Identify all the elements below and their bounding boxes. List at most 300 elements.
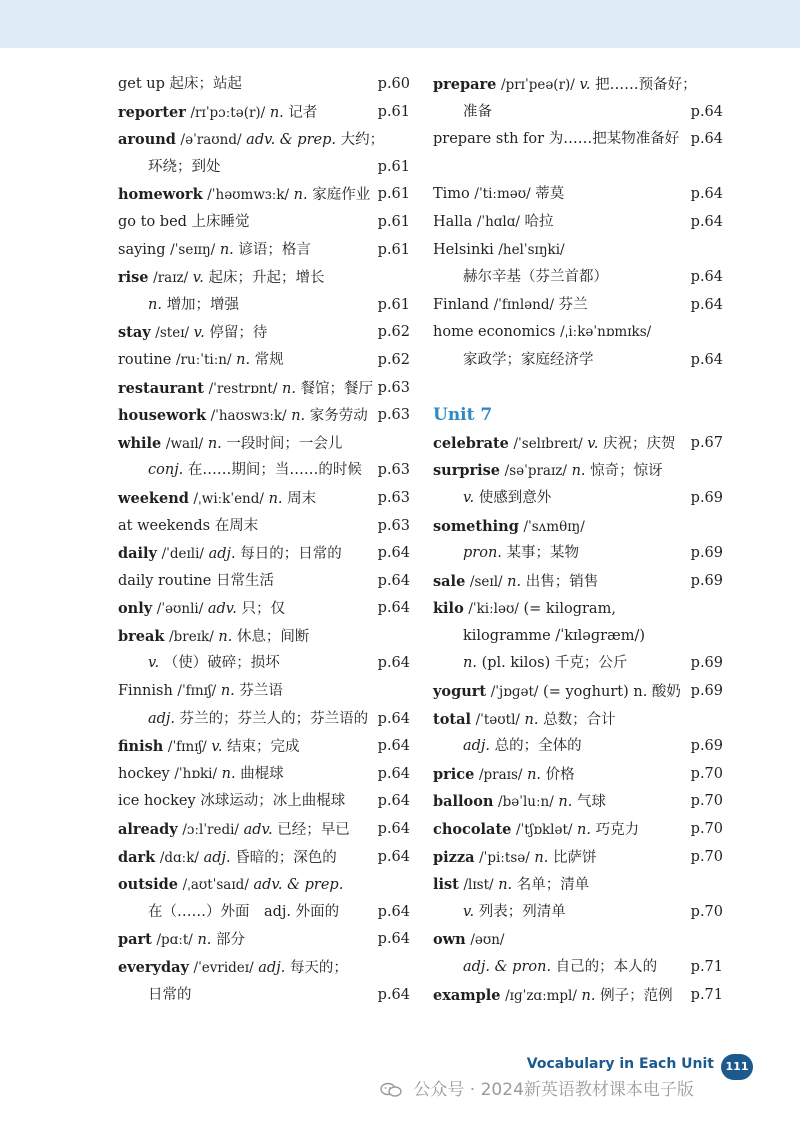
- phonetic: /ˈselɪbreɪt/: [513, 435, 583, 452]
- definition: 常规: [254, 351, 284, 368]
- headword: dark: [118, 848, 156, 866]
- phonetic: /ˈpiːtsə/: [479, 849, 530, 866]
- top-color-band: [0, 0, 800, 48]
- vocab-entry: [118, 347, 410, 375]
- page-reference: p.69: [690, 655, 723, 672]
- part-of-speech: adj.: [148, 710, 176, 727]
- definition: 增加；增强: [166, 296, 240, 313]
- part-of-speech: n.: [293, 187, 308, 204]
- part-of-speech: n.: [498, 877, 513, 894]
- phonetic: /seɪl/: [469, 573, 503, 590]
- phonetic: /ˈfɪnlənd/: [493, 296, 555, 313]
- vocab-entry: [118, 595, 410, 623]
- phonetic: /ɔːlˈredi/: [182, 822, 239, 839]
- headword: at weekends: [118, 517, 211, 534]
- part-of-speech: n.: [282, 380, 296, 397]
- vocab-entry: [118, 209, 410, 237]
- part-of-speech: adj.: [463, 738, 491, 755]
- definition: 停留；待: [209, 325, 268, 342]
- definition: 大约；: [340, 132, 385, 149]
- phonetic: /ˈəʊnli/: [156, 601, 204, 618]
- vocab-entry: [118, 678, 410, 706]
- headword: daily routine: [118, 572, 212, 589]
- entry-continuation: [433, 540, 723, 568]
- definition: 已经；早已: [277, 822, 350, 839]
- part-of-speech: v.: [193, 325, 205, 342]
- definition: (= yoghurt) n. 酸奶: [543, 684, 681, 701]
- part-of-speech: v.: [211, 739, 223, 756]
- wechat-icon: [380, 1082, 402, 1098]
- vocab-entry: [118, 430, 410, 458]
- headword: price: [433, 765, 475, 783]
- entry-continuation: [118, 706, 410, 734]
- entry-continuation: [433, 954, 723, 982]
- page-reference: p.64: [690, 269, 723, 286]
- part-of-speech: n.: [558, 794, 573, 811]
- part-of-speech: v.: [579, 77, 591, 93]
- page-reference: p.64: [377, 793, 410, 810]
- vocab-entry: [118, 816, 410, 844]
- part-of-speech: adv. & prep.: [253, 877, 344, 894]
- definition: 谚语；格言: [238, 241, 311, 258]
- page-reference: p.70: [690, 848, 723, 865]
- phonetic: /ˌiːkəˈnɒmɪks/: [560, 324, 652, 341]
- page-reference: p.71: [690, 959, 723, 975]
- part-of-speech: n.: [269, 104, 284, 121]
- unit-heading: Unit 7: [433, 405, 493, 426]
- page-reference: p.63: [377, 407, 410, 424]
- headword: break: [118, 627, 165, 645]
- phonetic: /ɪɡˈzɑːmpl/: [505, 987, 577, 1004]
- page-reference: p.64: [377, 931, 410, 948]
- page-reference: p.63: [377, 462, 410, 479]
- phonetic: /ˈevrideɪ/: [193, 960, 254, 976]
- entry-continuation: [118, 650, 410, 678]
- headword: celebrate: [433, 434, 509, 452]
- definition: 价格: [545, 766, 575, 783]
- part-of-speech: n.: [527, 766, 542, 783]
- headword: around: [118, 131, 176, 149]
- vocab-entry: [118, 540, 410, 568]
- vocab-entry: [118, 926, 410, 954]
- vocab-column-left: [118, 71, 410, 1009]
- headword: yogurt: [433, 683, 487, 701]
- definition: 总的；全体的: [494, 738, 582, 755]
- definition: 把……预备好；: [595, 77, 697, 93]
- entry-continuation: [433, 623, 723, 651]
- page-reference: p.70: [690, 903, 723, 920]
- headword: something: [433, 517, 519, 535]
- headword: Halla: [433, 213, 473, 230]
- phonetic: /steɪ/: [155, 325, 190, 342]
- definition: 芬兰: [558, 296, 588, 313]
- definition: 总数；合计: [543, 711, 616, 728]
- headword: hockey: [118, 765, 170, 782]
- page-reference: p.69: [690, 489, 723, 506]
- definition: 在（……）外面 adj. 外面的: [148, 903, 340, 920]
- phonetic: /waɪl/: [165, 435, 204, 452]
- page-reference: p.62: [377, 351, 410, 368]
- definition: 上床睡觉: [191, 213, 250, 230]
- page-reference: p.64: [377, 903, 410, 920]
- definition: 蒂莫: [535, 186, 565, 203]
- definition: 哈拉: [524, 213, 554, 230]
- vocab-entry: [433, 181, 723, 209]
- vocab-entry: [118, 623, 410, 651]
- vocab-entry: [118, 788, 410, 816]
- part-of-speech: n.: [507, 573, 522, 590]
- vocab-entry: [433, 788, 723, 816]
- page-reference: p.69: [690, 738, 723, 755]
- definition: 日常生活: [216, 572, 274, 589]
- phonetic: /ˈrestrɒnt/: [208, 380, 278, 397]
- headword: total: [433, 710, 471, 728]
- phonetic: /ˈsʌmθɪŋ/: [523, 518, 585, 535]
- blank-line: [433, 154, 723, 182]
- phonetic: /ˈdeɪli/: [161, 546, 204, 563]
- part-of-speech: n.: [219, 241, 234, 258]
- vocab-entry: [118, 733, 410, 761]
- part-of-speech: v.: [192, 270, 204, 287]
- vocab-entry: [118, 71, 410, 99]
- entry-continuation: [433, 650, 723, 678]
- page-reference: p.64: [690, 351, 723, 368]
- phonetic: /ˈfɪnɪʃ/: [177, 683, 217, 700]
- vocab-entry: [118, 181, 410, 209]
- phonetic: /raɪz/: [153, 270, 189, 287]
- page-reference: p.64: [690, 131, 723, 148]
- definition: 芬兰的；芬兰人的；芬兰语的: [179, 710, 369, 727]
- page-reference: p.71: [690, 986, 723, 1003]
- page-reference: p.64: [377, 710, 410, 727]
- vocab-entry: [118, 513, 410, 541]
- page-number-badge: 111: [721, 1054, 753, 1080]
- entry-continuation: [118, 457, 410, 485]
- part-of-speech: n.: [218, 628, 233, 645]
- definition: 每日的；日常的: [240, 546, 342, 563]
- definition: 芬兰语: [239, 683, 283, 700]
- entry-continuation: [118, 899, 410, 927]
- phonetic: /ˌaʊtˈsaɪd/: [182, 877, 249, 894]
- page-reference: p.70: [690, 793, 723, 810]
- headword: weekend: [118, 489, 189, 507]
- entry-continuation: [433, 899, 723, 927]
- headword: prepare sth for: [433, 131, 545, 148]
- headword: pizza: [433, 848, 475, 866]
- entry-continuation: [433, 485, 723, 513]
- definition: 曲棍球: [240, 765, 284, 782]
- vocab-entry: [433, 319, 723, 347]
- vocab-entry: [433, 430, 723, 458]
- headword: stay: [118, 324, 151, 342]
- page-reference: p.64: [377, 765, 410, 782]
- phonetic: /ˈtəʊtl/: [475, 711, 520, 728]
- definition: 在周末: [214, 517, 259, 534]
- vocab-entry: [118, 126, 410, 154]
- vocab-entry: [433, 844, 723, 872]
- vocab-entry: [433, 126, 723, 154]
- headword: finish: [118, 738, 164, 756]
- vocab-entry: [118, 237, 410, 265]
- vocab-entry: [433, 595, 723, 623]
- headword: routine: [118, 351, 172, 368]
- vocab-column-right: [433, 71, 723, 1009]
- phonetic: /ˈkiːləʊ/: [468, 601, 519, 618]
- definition: 巧克力: [595, 822, 640, 839]
- definition: 部分: [216, 932, 246, 949]
- vocab-entry: [118, 264, 410, 292]
- definition: 周末: [287, 490, 317, 507]
- headword: housework: [118, 407, 206, 425]
- vocab-entry: [433, 706, 723, 734]
- headword: prepare: [433, 76, 497, 93]
- definition: 自己的；本人的: [555, 959, 658, 975]
- entry-continuation: [433, 347, 723, 375]
- part-of-speech: adv. & prep.: [246, 132, 336, 149]
- vocab-entry: [433, 982, 723, 1010]
- watermark: [380, 1075, 694, 1100]
- page-reference: p.64: [377, 655, 410, 672]
- page-reference: p.69: [690, 572, 723, 589]
- part-of-speech: n.: [220, 683, 235, 700]
- phonetic: /helˈsɪŋki/: [498, 241, 565, 258]
- vocab-entry: [433, 761, 723, 789]
- definition: 例子；范例: [600, 987, 673, 1004]
- headword: ice hockey: [118, 793, 196, 810]
- vocab-entry: [433, 209, 723, 237]
- phonetic: /breɪk/: [169, 628, 214, 645]
- vocab-entry: [433, 292, 723, 320]
- phonetic: /ˈhɒki/: [174, 765, 218, 782]
- definition: 日常的: [148, 986, 192, 1003]
- phonetic: /ˈhɑlɑ/: [476, 213, 520, 230]
- phonetic: /rɪˈpɔːtə(r)/: [190, 104, 266, 121]
- part-of-speech: n.: [524, 711, 539, 728]
- definition: 赫尔辛基（芬兰首都）: [463, 269, 608, 286]
- definition: 家庭作业: [312, 187, 371, 204]
- watermark-text: 公众号 · 2024新英语教材课本电子版: [413, 1080, 694, 1100]
- headword: only: [118, 600, 153, 618]
- headword: sale: [433, 572, 466, 590]
- part-of-speech: pron.: [463, 545, 502, 562]
- definition: kilogramme /ˈkɪləɡræm/): [463, 627, 645, 644]
- definition: 每天的；: [289, 960, 348, 976]
- definition: 在……期间；当……的时候: [187, 462, 362, 479]
- headword: reporter: [118, 103, 186, 121]
- page-reference: p.64: [690, 103, 723, 120]
- headword: Timo: [433, 186, 470, 203]
- definition: 结束；完成: [227, 739, 300, 756]
- headword: rise: [118, 269, 149, 287]
- entry-continuation: [118, 292, 410, 320]
- definition: 某事；某物: [506, 545, 580, 562]
- headword: daily: [118, 545, 157, 563]
- definition: 环绕；到处: [148, 158, 221, 175]
- definition: （使）破碎；损坏: [163, 655, 280, 672]
- part-of-speech: n.: [197, 932, 212, 949]
- definition: 休息；间断: [236, 628, 310, 645]
- headword: list: [433, 876, 459, 894]
- part-of-speech: conj.: [148, 462, 184, 479]
- phonetic: /dɑːk/: [159, 849, 199, 866]
- headword: already: [118, 821, 178, 839]
- part-of-speech: adv.: [207, 601, 237, 618]
- entry-continuation: [118, 982, 410, 1010]
- part-of-speech: n.: [577, 822, 591, 839]
- page-reference: p.64: [377, 545, 410, 562]
- phonetic: /pɑːt/: [156, 932, 193, 949]
- definition: 庆祝；庆贺: [603, 435, 676, 452]
- page-reference: p.64: [377, 572, 410, 589]
- page-reference: p.64: [690, 213, 723, 230]
- part-of-speech: adv.: [243, 822, 273, 839]
- definition: (pl. kilos) 千克；公斤: [481, 655, 628, 672]
- part-of-speech: n.: [463, 655, 477, 672]
- phonetic: /əˈraʊnd/: [180, 132, 242, 149]
- vocab-entry: [118, 375, 410, 403]
- headword: surprise: [433, 462, 501, 480]
- vocab-entry: [118, 319, 410, 347]
- entry-continuation: [118, 154, 410, 182]
- entry-continuation: [433, 99, 723, 127]
- page-reference: p.70: [690, 765, 723, 782]
- page-reference: p.64: [690, 186, 723, 203]
- page-reference: p.63: [377, 379, 410, 396]
- phonetic: /ˈfɪnɪʃ/: [167, 739, 207, 756]
- page-reference: p.69: [690, 545, 723, 562]
- page-reference: p.61: [377, 103, 410, 120]
- part-of-speech: n.: [236, 351, 251, 368]
- headword: home economics: [433, 324, 556, 341]
- definition: 出售；销售: [525, 573, 599, 590]
- headword: get up: [118, 76, 165, 92]
- definition: 只；仅: [241, 601, 285, 618]
- headword: chocolate: [433, 821, 512, 839]
- vocab-entry: [118, 761, 410, 789]
- phonetic: /ˈtiːməʊ/: [474, 186, 531, 203]
- phonetic: /əʊn/: [470, 932, 505, 949]
- part-of-speech: adj.: [203, 849, 231, 866]
- part-of-speech: v.: [587, 435, 599, 452]
- headword: kilo: [433, 600, 464, 618]
- vocab-entry: [118, 844, 410, 872]
- vocab-entry: [433, 871, 723, 899]
- part-of-speech: adj.: [208, 546, 236, 563]
- part-of-speech: v.: [463, 489, 475, 506]
- vocab-entry: [118, 568, 410, 596]
- headword: saying: [118, 241, 166, 258]
- vocab-entry: [433, 457, 723, 485]
- vocab-entry: [433, 816, 723, 844]
- definition: 昏暗的；深色的: [235, 849, 337, 866]
- page-reference: p.64: [377, 600, 410, 617]
- page-reference: p.61: [377, 241, 410, 258]
- definition: 家政学；家庭经济学: [463, 351, 594, 368]
- vocab-entry: [118, 871, 410, 899]
- phonetic: /praɪs/: [478, 766, 523, 783]
- definition: 一段时间；一会儿: [226, 435, 343, 452]
- headword: everyday: [118, 959, 189, 976]
- entry-continuation: [433, 264, 723, 292]
- vocab-entry: [118, 402, 410, 430]
- page-reference: p.64: [377, 738, 410, 755]
- blank-line: [433, 375, 723, 403]
- page-reference: p.64: [377, 848, 410, 865]
- part-of-speech: v.: [148, 655, 160, 672]
- vocab-entry: [433, 568, 723, 596]
- page-reference: p.60: [377, 76, 410, 92]
- headword: homework: [118, 186, 203, 204]
- headword: while: [118, 434, 162, 452]
- headword: balloon: [433, 793, 494, 811]
- footer-section-label: Vocabulary in Each Unit: [526, 1056, 714, 1072]
- vocab-entry: [118, 954, 410, 982]
- vocab-entry: [433, 71, 723, 99]
- part-of-speech: n.: [291, 408, 306, 425]
- part-of-speech: n.: [207, 435, 222, 452]
- definition: 准备: [463, 103, 492, 120]
- page-reference: p.64: [377, 821, 410, 838]
- part-of-speech: n.: [268, 490, 283, 507]
- part-of-speech: adj. & pron.: [463, 959, 552, 975]
- definition: 名单；清单: [516, 877, 590, 894]
- part-of-speech: n.: [534, 849, 549, 866]
- part-of-speech: n.: [581, 987, 596, 1004]
- definition: 起床；升起；增长: [208, 270, 325, 287]
- headword: Helsinki: [433, 241, 494, 258]
- definition: 惊奇；惊讶: [590, 463, 663, 480]
- part-of-speech: adj.: [258, 960, 286, 976]
- definition: 起床；站起: [169, 76, 243, 92]
- headword: own: [433, 931, 466, 949]
- page-reference: p.69: [690, 683, 723, 700]
- phonetic: /lɪst/: [463, 877, 494, 894]
- phonetic: /səˈpraɪz/: [504, 463, 567, 480]
- vocab-entry: [433, 237, 723, 265]
- phonetic: /bəˈluːn/: [498, 794, 554, 811]
- page-reference: p.61: [377, 213, 410, 230]
- page-reference: p.61: [377, 186, 410, 203]
- phonetic: /prɪˈpeə(r)/: [501, 77, 575, 93]
- phonetic: /ˈhaʊswɜːk/: [210, 408, 287, 425]
- entry-continuation: [433, 733, 723, 761]
- page-reference: p.70: [690, 821, 723, 838]
- phonetic: /ˈseɪɪŋ/: [170, 241, 216, 258]
- headword: example: [433, 986, 501, 1004]
- part-of-speech: n.: [571, 463, 586, 480]
- headword: go to bed: [118, 213, 187, 230]
- phonetic: /ruːˈtiːn/: [176, 351, 232, 368]
- phonetic: /ˌwiːkˈend/: [193, 490, 264, 507]
- definition: 记者: [288, 104, 318, 121]
- definition: 气球: [576, 794, 606, 811]
- definition: 比萨饼: [552, 849, 597, 866]
- phonetic: /ˈhəʊmwɜːk/: [207, 187, 290, 204]
- part-of-speech: n.: [221, 765, 236, 782]
- headword: Finland: [433, 296, 489, 313]
- page-reference: p.61: [377, 158, 410, 175]
- vocab-entry: [118, 99, 410, 127]
- headword: part: [118, 931, 152, 949]
- page-reference: p.67: [690, 434, 723, 451]
- vocab-entry: [433, 678, 723, 706]
- definition: 使感到意外: [478, 489, 552, 506]
- definition: 为……把某物准备好: [548, 131, 680, 148]
- vocab-entry: [433, 513, 723, 541]
- headword: Finnish: [118, 683, 173, 700]
- definition: (= kilogram,: [523, 601, 616, 618]
- definition: 冰球运动；冰上曲棍球: [200, 793, 346, 810]
